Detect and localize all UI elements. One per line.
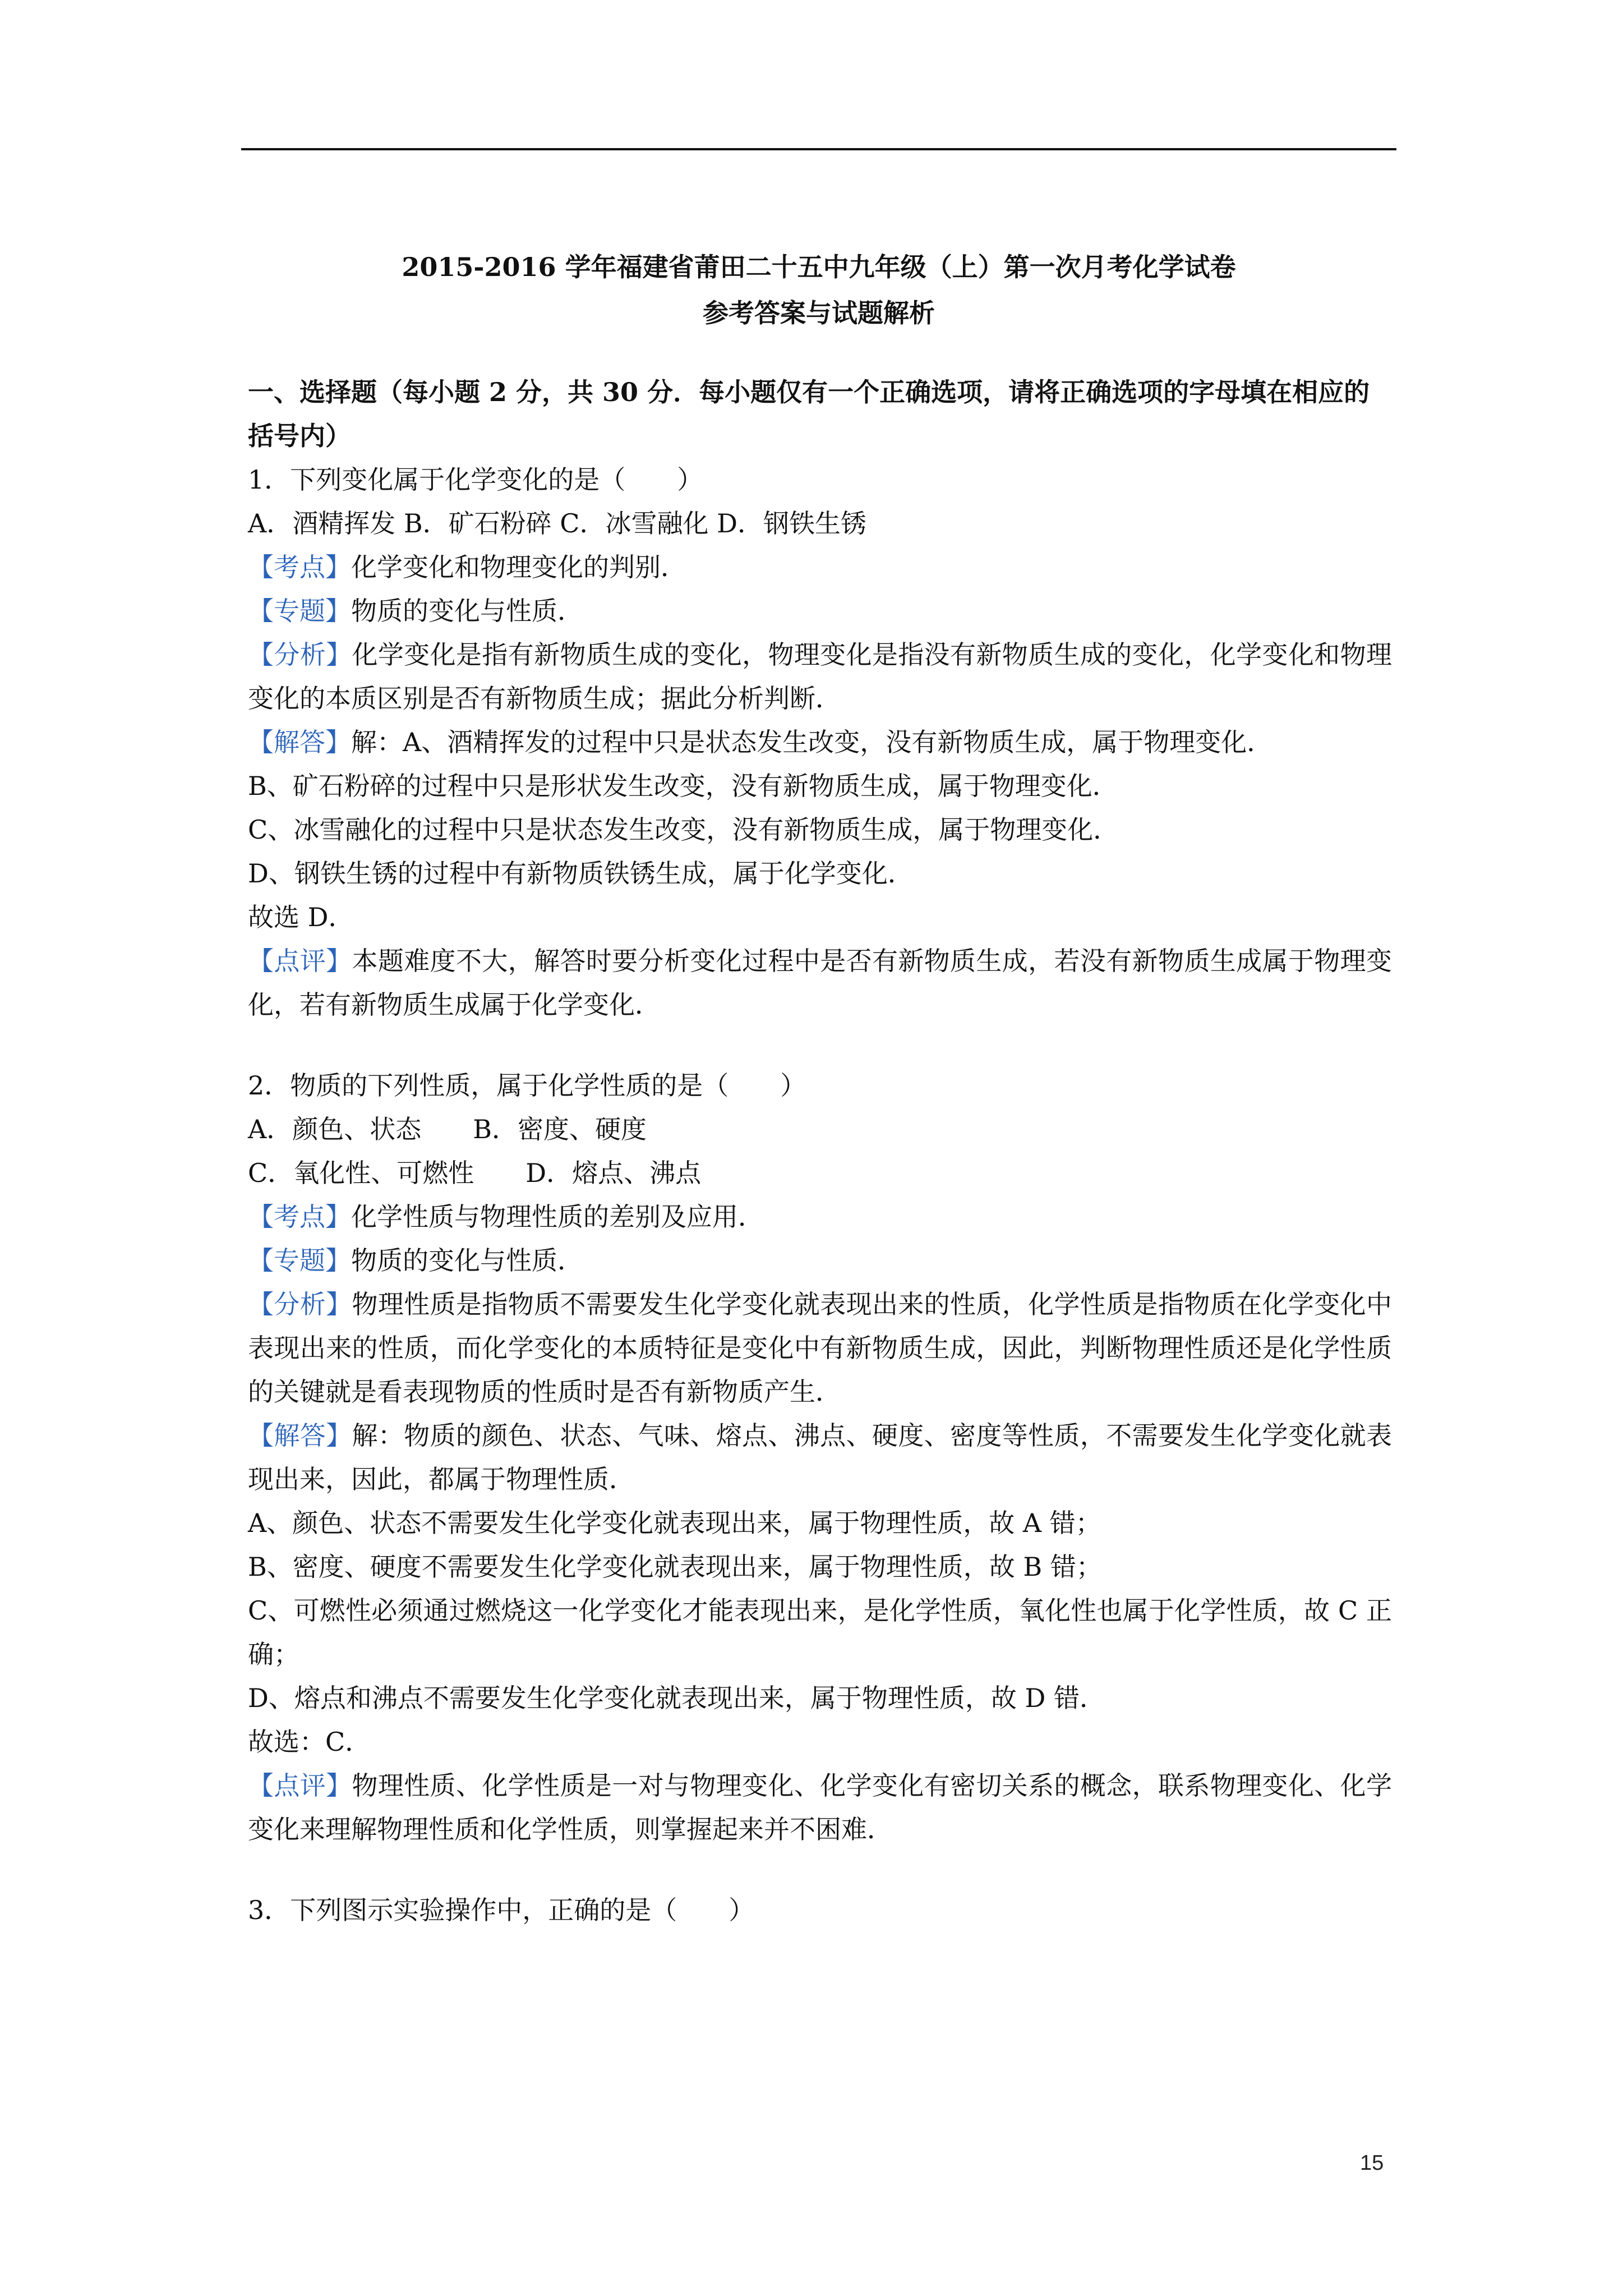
header-rule bbox=[241, 148, 1396, 150]
question-2-zhuanti bbox=[248, 1239, 1392, 1282]
question-1-fenxi bbox=[248, 633, 1392, 720]
question-2-kaodian bbox=[248, 1195, 1392, 1239]
fenxi-tag: 【分析】 bbox=[248, 1289, 352, 1319]
question-3-stem: 3．下列图示实验操作中，正确的是（ ） bbox=[248, 1895, 755, 1925]
zhuanti-text: 物质的变化与性质． bbox=[351, 596, 583, 626]
question-1-line-d: D、钢铁生锈的过程中有新物质铁锈生成，属于化学变化． bbox=[248, 858, 914, 889]
kaodian-tag: 【考点】 bbox=[248, 1202, 351, 1232]
kaodian-tag: 【考点】 bbox=[248, 552, 351, 582]
zhuanti-tag: 【专题】 bbox=[248, 596, 351, 626]
question-1-line-b: B、矿石粉碎的过程中只是形状发生改变，没有新物质生成，属于物理变化． bbox=[248, 771, 1118, 801]
dianping-tag: 【点评】 bbox=[248, 946, 352, 976]
question-2-stem: 2．物质的下列性质，属于化学性质的是（ ） bbox=[248, 1070, 806, 1101]
question-2-line-b: B、密度、硬度不需要发生化学变化就表现出来，属于物理性质，故 B 错； bbox=[248, 1552, 1102, 1582]
fenxi-text: 化学变化是指有新物质生成的变化，物理变化是指没有新物质生成的变化，化学变化和物理变化的本质区别是否有新物质生成；据此分析判断． bbox=[248, 639, 1393, 714]
question-1-kaodian bbox=[248, 545, 1392, 589]
question-1-options: A．酒精挥发 B．矿石粉碎 C．冰雪融化 D．钢铁生锈 bbox=[248, 508, 866, 539]
section-heading: 一、选择题（每小题 2 分，共 30 分．每小题仅有一个正确选项，请将正确选项的字母填在相应的括号内） bbox=[248, 377, 1370, 451]
question-1-line-c: C、冰雪融化的过程中只是状态发生改变，没有新物质生成，属于物理变化． bbox=[248, 815, 1119, 845]
jieda-tag: 【解答】 bbox=[248, 1420, 352, 1451]
question-2-line-a: A、颜色、状态不需要发生化学变化就表现出来，属于物理性质，故 A 错； bbox=[248, 1508, 1101, 1538]
dianping-text: 本题难度不大，解答时要分析变化过程中是否有新物质生成，若没有新物质生成属于物理变化，若有新物质生成属于化学变化． bbox=[248, 946, 1393, 1020]
question-1-zhuanti bbox=[248, 589, 1392, 633]
page-number: 15 bbox=[1360, 2151, 1384, 2175]
question-2-jieda bbox=[248, 1414, 1392, 1501]
dianping-tag: 【点评】 bbox=[248, 1770, 352, 1801]
question-2 bbox=[248, 1064, 1392, 1851]
jieda-text: 解：A、酒精挥发的过程中只是状态发生改变，没有新物质生成，属于物理变化． bbox=[351, 727, 1273, 757]
title-block bbox=[241, 244, 1396, 336]
question-1 bbox=[248, 458, 1392, 1027]
kaodian-text: 化学性质与物理性质的差别及应用． bbox=[351, 1202, 764, 1232]
question-2-options-2: C．氧化性、可燃性 D．熔点、沸点 bbox=[248, 1158, 702, 1188]
spacer bbox=[248, 1851, 1392, 1888]
fenxi-text: 物理性质是指物质不需要发生化学变化就表现出来的性质，化学性质是指物质在化学变化中表现出来的性质，而化学变化的本质特征是变化中有新物质生成，因此，判断物理性质还是化学性质的关键就是看表现物质的性质时是否有新物质产生． bbox=[248, 1289, 1393, 1407]
document-title: 2015-2016 学年福建省莆田二十五中九年级（上）第一次月考化学试卷 bbox=[402, 252, 1236, 282]
question-1-answer: 故选 D． bbox=[248, 902, 354, 932]
zhuanti-text: 物质的变化与性质． bbox=[351, 1245, 583, 1276]
question-2-options-1: A．颜色、状态 B．密度、硬度 bbox=[248, 1114, 647, 1144]
document-subtitle: 参考答案与试题解析 bbox=[703, 298, 935, 328]
fenxi-tag: 【分析】 bbox=[248, 639, 352, 670]
question-2-line-d: D、熔点和沸点不需要发生化学变化就表现出来，属于物理性质，故 D 错． bbox=[248, 1683, 1106, 1713]
dianping-text: 物理性质、化学性质是一对与物理变化、化学变化有密切关系的概念，联系物理变化、化学变化来理解物理性质和化学性质，则掌握起来并不困难． bbox=[248, 1770, 1393, 1844]
question-1-jieda bbox=[248, 720, 1392, 764]
kaodian-text: 化学变化和物理变化的判别． bbox=[351, 552, 686, 582]
spacer bbox=[248, 1027, 1392, 1064]
question-2-fenxi bbox=[248, 1282, 1392, 1414]
question-1-stem: 1．下列变化属于化学变化的是（ ） bbox=[248, 464, 703, 495]
question-2-line-c: C、可燃性必须通过燃烧这一化学变化才能表现出来，是化学性质，氧化性也属于化学性质，故 C 正确； bbox=[248, 1595, 1392, 1669]
jieda-text: 解：物质的颜色、状态、气味、熔点、沸点、硬度、密度等性质，不需要发生化学变化就表现出来，因此，都属于物理性质． bbox=[248, 1420, 1393, 1494]
question-3 bbox=[248, 1888, 1392, 1932]
content bbox=[248, 370, 1392, 1932]
jieda-tag: 【解答】 bbox=[248, 727, 351, 757]
question-2-answer: 故选：C． bbox=[248, 1727, 371, 1757]
question-1-dianping bbox=[248, 939, 1392, 1027]
zhuanti-tag: 【专题】 bbox=[248, 1245, 351, 1276]
question-2-dianping bbox=[248, 1764, 1392, 1851]
